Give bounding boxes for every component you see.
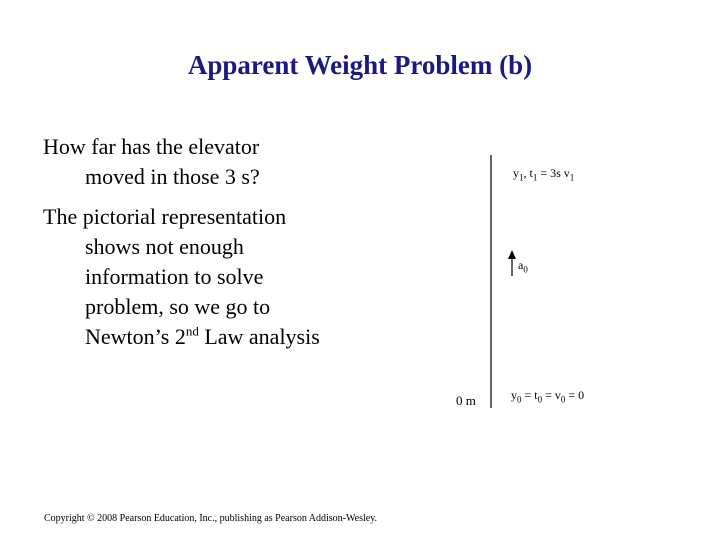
origin-label: 0 m	[456, 393, 476, 408]
copyright-notice: Copyright © 2008 Pearson Education, Inc., publishing as Pearson Addison-Wesley.	[44, 513, 378, 524]
bullet-explanation-line-1: The pictorial representation	[43, 204, 287, 229]
acceleration-arrow-head	[508, 250, 516, 259]
bullet-explanation-line-4: problem, so we go to	[85, 294, 271, 319]
acceleration-label: $a_0$	[518, 258, 528, 275]
initial-state-label: $y_0 = t_0 = v_0 = 0$	[511, 388, 585, 405]
bullet-explanation-line-3: information to solve	[85, 264, 264, 289]
bullet-explanation-line-5: Newton’s 2nd Law analysis	[85, 323, 320, 349]
slide-title: Apparent Weight Problem (b)	[187, 50, 533, 80]
bullet-question-line-1: How far has the elevator	[43, 134, 260, 159]
bullet-explanation-line-2: shows not enough	[85, 234, 244, 259]
final-state-label: $y_1$, $t_1 = 3s$ $v_1$	[513, 166, 575, 183]
bullet-question-line-2: moved in those 3 s?	[85, 164, 260, 189]
